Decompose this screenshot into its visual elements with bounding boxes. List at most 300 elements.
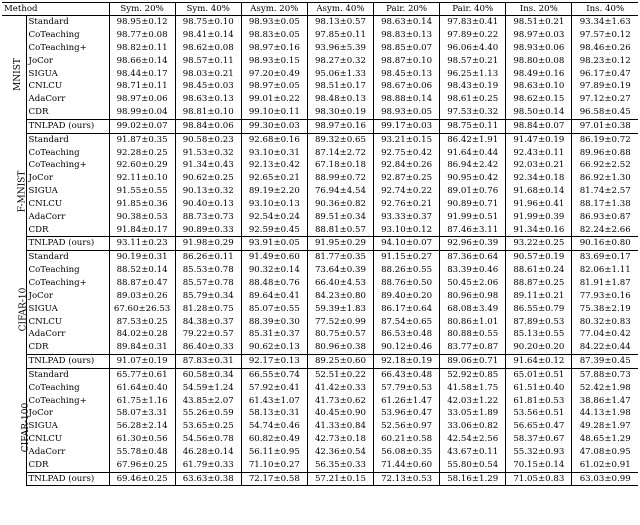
- header-ins-20: Ins. 20%: [506, 3, 572, 16]
- result-cell: 98.57±0.21: [440, 55, 506, 68]
- result-cell: 98.57±0.11: [175, 55, 241, 68]
- result-cell: 98.77±0.08: [109, 29, 175, 42]
- result-cell: 91.47±0.19: [506, 133, 572, 146]
- result-cell: 50.45±2.06: [440, 277, 506, 290]
- result-cell: 96.17±0.47: [579, 68, 631, 79]
- header-asym-40: Asym. 40%: [307, 3, 373, 16]
- result-cell: 66.55±0.74: [241, 368, 307, 381]
- result-cell: 81.28±0.75: [175, 303, 241, 316]
- result-cell: 92.68±0.16: [241, 133, 307, 146]
- result-cell: 89.11±0.21: [506, 290, 572, 303]
- result-cell: 41.73±0.62: [307, 394, 373, 407]
- table-row: [2, 211, 638, 224]
- result-cell: 98.83±0.13: [374, 29, 440, 42]
- result-cell: 91.34±0.43: [175, 159, 241, 172]
- result-cell: 80.88±0.55: [440, 328, 506, 341]
- result-cell: 66.92±2.52: [579, 160, 631, 171]
- result-cell: 92.54±0.24: [241, 211, 307, 224]
- result-cell: 90.16±0.80: [572, 237, 638, 251]
- result-cell: 86.40±0.33: [175, 341, 241, 354]
- header-pair-20: Pair. 20%: [374, 3, 440, 16]
- result-cell: 92.75±0.42: [374, 146, 440, 159]
- result-cell: 57.92±0.41: [241, 382, 307, 395]
- result-cell: 98.30±0.19: [307, 106, 373, 119]
- result-cell: 92.76±0.21: [374, 198, 440, 211]
- result-cell: 67.60±26.53: [109, 303, 175, 316]
- result-cell: 90.32±0.14: [241, 264, 307, 277]
- header-ins-40: Ins. 40%: [572, 3, 638, 16]
- result-cell: 99.30±0.03: [241, 119, 307, 133]
- method-name: JoCor: [26, 55, 109, 68]
- result-cell: 61.02±0.91: [579, 459, 631, 470]
- result-cell: 93.33±0.37: [374, 211, 440, 224]
- result-cell: 63.03±0.99: [572, 472, 638, 486]
- result-cell: 92.18±0.19: [374, 354, 440, 368]
- result-cell: 93.22±0.25: [506, 237, 572, 251]
- result-cell: 88.87±0.25: [506, 277, 572, 290]
- result-cell: 90.62±0.13: [241, 341, 307, 354]
- result-cell: 98.71±0.11: [109, 80, 175, 93]
- result-cell: 54.59±1.24: [175, 382, 241, 395]
- result-cell: 91.95±0.29: [307, 237, 373, 251]
- result-cell: 88.87±0.47: [109, 277, 175, 290]
- result-cell: 91.96±0.41: [506, 198, 572, 211]
- result-cell: 98.66±0.14: [109, 55, 175, 68]
- result-cell: 41.42±0.33: [307, 382, 373, 395]
- result-cell: 93.96±5.39: [307, 42, 373, 55]
- method-name: CDR: [26, 106, 109, 119]
- results-table: [2, 2, 638, 486]
- result-cell: 88.76±0.50: [374, 277, 440, 290]
- result-cell: 98.97±0.16: [307, 119, 373, 133]
- result-cell: 57.88±0.73: [579, 369, 631, 380]
- table-row: [2, 407, 638, 420]
- table-header: [2, 3, 638, 16]
- table-row: [2, 146, 638, 159]
- method-name: CDR: [26, 459, 109, 472]
- result-cell: 98.46±0.26: [579, 42, 631, 53]
- result-cell: 88.61±0.24: [506, 264, 572, 277]
- result-cell: 91.53±0.32: [175, 146, 241, 159]
- table-body: [2, 16, 638, 486]
- result-cell: 53.65±0.25: [175, 420, 241, 433]
- table-row: [2, 368, 638, 381]
- result-cell: 61.30±0.56: [109, 433, 175, 446]
- result-cell: 52.51±0.22: [307, 368, 373, 381]
- header-sym-40: Sym. 40%: [175, 3, 241, 16]
- result-cell: 90.95±0.42: [440, 172, 506, 185]
- result-cell: 80.86±1.01: [440, 315, 506, 328]
- result-cell: 91.99±0.51: [440, 211, 506, 224]
- result-cell: 58.07±3.31: [109, 407, 175, 420]
- result-cell: 65.77±0.61: [109, 368, 175, 381]
- header-pair-40: Pair. 40%: [440, 3, 506, 16]
- result-cell: 89.64±0.41: [241, 290, 307, 303]
- result-cell: 56.28±2.14: [109, 420, 175, 433]
- result-cell: 84.22±0.44: [579, 342, 631, 353]
- result-cell: 98.87±0.10: [374, 55, 440, 68]
- result-cell: 89.01±0.76: [440, 185, 506, 198]
- result-cell: 91.49±0.60: [241, 251, 307, 264]
- result-cell: 55.80±0.54: [440, 459, 506, 472]
- result-cell: 77.04±0.42: [579, 329, 631, 340]
- result-cell: 61.81±0.53: [506, 394, 572, 407]
- result-cell: 88.81±0.57: [307, 224, 373, 237]
- result-cell: 98.63±0.13: [175, 93, 241, 106]
- result-cell: 77.93±0.16: [579, 290, 631, 301]
- result-cell: 85.57±0.78: [175, 277, 241, 290]
- table-row: [2, 172, 638, 185]
- result-cell: 38.86±1.47: [579, 395, 631, 406]
- table-row: [2, 67, 638, 80]
- result-cell: 92.74±0.22: [374, 185, 440, 198]
- result-cell: 91.64±0.12: [506, 354, 572, 368]
- table-row: [2, 198, 638, 211]
- method-name: CDR: [26, 341, 109, 354]
- result-cell: 98.97±0.16: [241, 42, 307, 55]
- result-cell: 98.84±0.07: [506, 119, 572, 133]
- result-cell: 96.58±0.45: [579, 107, 631, 118]
- result-cell: 90.19±0.31: [109, 251, 175, 264]
- table-row: [2, 224, 638, 237]
- result-cell: 98.95±0.12: [109, 16, 175, 29]
- table-row: [2, 159, 638, 172]
- result-cell: 86.53±0.48: [374, 328, 440, 341]
- result-cell: 55.26±0.59: [175, 407, 241, 420]
- result-cell: 80.96±0.38: [307, 341, 373, 354]
- table-row: [2, 16, 638, 29]
- result-cell: 69.46±0.25: [109, 472, 175, 486]
- result-cell: 75.38±2.19: [579, 303, 631, 314]
- result-cell: 47.08±0.95: [579, 446, 631, 457]
- table-row: [2, 55, 638, 68]
- method-name: CoTeaching+: [26, 159, 109, 172]
- result-cell: 85.13±0.55: [506, 328, 572, 341]
- result-cell: 55.78±0.48: [109, 446, 175, 459]
- result-cell: 83.77±0.87: [440, 341, 506, 354]
- result-cell: 83.39±0.46: [440, 264, 506, 277]
- result-cell: 98.45±0.03: [175, 80, 241, 93]
- result-cell: 79.22±0.57: [175, 328, 241, 341]
- result-cell: 98.62±0.15: [506, 93, 572, 106]
- result-cell: 88.52±0.14: [109, 264, 175, 277]
- result-cell: 82.06±1.11: [579, 265, 631, 276]
- result-cell: 98.93±0.15: [241, 55, 307, 68]
- result-cell: 71.44±0.60: [374, 459, 440, 472]
- method-name: CNLCU: [26, 198, 109, 211]
- result-cell: 90.40±0.13: [175, 198, 241, 211]
- result-cell: 91.34±0.16: [506, 224, 572, 237]
- result-cell: 89.25±0.60: [307, 354, 373, 368]
- result-cell: 88.17±1.38: [579, 198, 631, 209]
- result-cell: 80.96±0.98: [440, 290, 506, 303]
- header-asym-20: Asym. 20%: [241, 3, 307, 16]
- result-cell: 87.54±0.65: [374, 315, 440, 328]
- result-cell: 52.92±0.85: [440, 368, 506, 381]
- result-cell: 94.10±0.07: [374, 237, 440, 251]
- result-cell: 61.43±1.07: [241, 394, 307, 407]
- result-cell: 49.28±1.97: [579, 421, 631, 432]
- result-cell: 97.01±0.38: [572, 119, 638, 133]
- result-cell: 98.63±0.14: [374, 16, 440, 29]
- result-cell: 33.05±1.89: [440, 407, 506, 420]
- method-name: CoTeaching+: [26, 394, 109, 407]
- result-cell: 90.89±0.71: [440, 198, 506, 211]
- result-cell: 99.10±0.11: [241, 106, 307, 119]
- section-label: MNIST: [12, 58, 23, 91]
- table-row: [2, 459, 638, 472]
- result-cell: 92.13±0.42: [241, 159, 307, 172]
- result-cell: 80.75±0.57: [307, 328, 373, 341]
- result-cell: 40.45±0.90: [307, 407, 373, 420]
- method-name: AdaCorr: [26, 446, 109, 459]
- result-cell: 83.69±0.17: [579, 252, 631, 263]
- method-name: CDR: [26, 224, 109, 237]
- method-name: SIGUA: [26, 303, 109, 316]
- result-cell: 98.85±0.07: [374, 42, 440, 55]
- result-cell: 42.03±1.22: [440, 394, 506, 407]
- section-label-cell: [2, 133, 26, 251]
- result-cell: 92.87±0.25: [374, 172, 440, 185]
- result-cell: 72.13±0.53: [374, 472, 440, 486]
- method-name: CoTeaching: [26, 382, 109, 395]
- result-cell: 86.19±0.72: [579, 134, 631, 145]
- result-cell: 91.84±0.17: [109, 224, 175, 237]
- result-cell: 59.39±1.83: [307, 303, 373, 316]
- result-cell: 98.63±0.10: [506, 80, 572, 93]
- result-cell: 58.37±0.67: [506, 433, 572, 446]
- result-cell: 96.25±1.13: [440, 67, 506, 80]
- result-cell: 54.56±0.78: [175, 433, 241, 446]
- result-cell: 89.19±2.20: [241, 185, 307, 198]
- table-row-ours: [2, 237, 638, 251]
- result-cell: 88.73±0.73: [175, 211, 241, 224]
- result-cell: 87.14±2.72: [307, 146, 373, 159]
- result-cell: 98.97±0.03: [506, 29, 572, 42]
- table-row: [2, 42, 638, 55]
- result-cell: 89.84±0.31: [109, 341, 175, 354]
- result-cell: 86.55±0.79: [506, 303, 572, 316]
- result-cell: 87.53±0.25: [109, 315, 175, 328]
- result-cell: 92.17±0.13: [241, 354, 307, 368]
- result-cell: 92.84±0.26: [374, 159, 440, 172]
- result-cell: 56.35±0.33: [307, 459, 373, 472]
- result-cell: 48.65±1.29: [579, 434, 631, 445]
- result-cell: 95.06±1.33: [307, 67, 373, 80]
- result-cell: 98.88±0.14: [374, 93, 440, 106]
- method-name: CNLCU: [26, 433, 109, 446]
- result-cell: 58.16±1.29: [440, 472, 506, 486]
- result-cell: 93.10±0.31: [241, 146, 307, 159]
- section-label-cell: [2, 251, 29, 369]
- section-label: CIFAR-10: [18, 287, 29, 332]
- method-name: Standard: [26, 16, 109, 29]
- result-cell: 98.03±0.21: [175, 67, 241, 80]
- result-cell: 92.11±0.10: [109, 172, 175, 185]
- method-name: Standard: [26, 133, 109, 146]
- result-cell: 98.81±0.10: [175, 106, 241, 119]
- result-cell: 91.99±0.39: [506, 211, 572, 224]
- result-cell: 98.97±0.06: [109, 93, 175, 106]
- result-cell: 53.56±0.51: [506, 407, 572, 420]
- result-cell: 60.82±0.49: [241, 433, 307, 446]
- method-name: CNLCU: [26, 80, 109, 93]
- result-cell: 81.74±2.57: [579, 186, 631, 197]
- result-cell: 93.91±0.05: [241, 237, 307, 251]
- result-cell: 66.40±4.53: [307, 277, 373, 290]
- result-cell: 96.06±4.40: [440, 42, 506, 55]
- result-cell: 97.85±0.11: [307, 29, 373, 42]
- table-row: [2, 433, 638, 446]
- result-cell: 53.96±0.47: [374, 407, 440, 420]
- method-name: SIGUA: [26, 420, 109, 433]
- result-cell: 52.56±0.97: [374, 420, 440, 433]
- method-name: SIGUA: [26, 67, 109, 80]
- result-cell: 87.83±0.31: [175, 354, 241, 368]
- result-cell: 87.46±3.11: [440, 224, 506, 237]
- result-cell: 81.77±0.35: [307, 251, 373, 264]
- result-cell: 89.96±0.88: [579, 147, 631, 158]
- result-cell: 98.75±0.10: [175, 16, 241, 29]
- result-cell: 91.55±0.55: [109, 185, 175, 198]
- result-cell: 90.57±0.19: [506, 251, 572, 264]
- result-cell: 98.41±0.14: [175, 29, 241, 42]
- result-cell: 99.02±0.07: [109, 119, 175, 133]
- result-cell: 92.43±0.11: [506, 146, 572, 159]
- result-cell: 85.31±0.37: [241, 328, 307, 341]
- result-cell: 85.79±0.34: [175, 290, 241, 303]
- result-cell: 91.07±0.19: [109, 354, 175, 368]
- section-label-cell: [2, 368, 32, 486]
- result-cell: 99.17±0.03: [374, 119, 440, 133]
- method-name: JoCor: [26, 407, 109, 420]
- result-cell: 88.48±0.76: [241, 277, 307, 290]
- result-cell: 42.73±0.18: [307, 433, 373, 446]
- result-cell: 90.12±0.46: [374, 341, 440, 354]
- result-cell: 88.39±0.30: [241, 315, 307, 328]
- result-cell: 98.83±0.05: [241, 29, 307, 42]
- result-cell: 71.10±0.27: [241, 459, 307, 472]
- result-cell: 91.98±0.29: [175, 237, 241, 251]
- result-cell: 98.45±0.13: [374, 67, 440, 80]
- table-row: [2, 341, 638, 354]
- result-cell: 84.23±0.80: [307, 290, 373, 303]
- table-row: [2, 290, 638, 303]
- result-cell: 97.12±0.27: [579, 94, 631, 105]
- result-cell: 67.18±0.18: [307, 159, 373, 172]
- result-cell: 98.13±0.57: [307, 16, 373, 29]
- result-cell: 68.08±3.49: [440, 303, 506, 316]
- result-cell: 98.97±0.05: [241, 80, 307, 93]
- result-cell: 90.13±0.32: [175, 185, 241, 198]
- method-name: AdaCorr: [26, 93, 109, 106]
- result-cell: 90.20±0.20: [506, 341, 572, 354]
- result-cell: 89.51±0.34: [307, 211, 373, 224]
- result-cell: 91.85±0.36: [109, 198, 175, 211]
- table-row: [2, 315, 638, 328]
- result-cell: 63.63±0.38: [175, 472, 241, 486]
- result-cell: 98.51±0.21: [506, 16, 572, 29]
- result-cell: 80.32±0.83: [579, 316, 631, 327]
- result-cell: 61.79±0.33: [175, 459, 241, 472]
- result-cell: 89.32±0.65: [307, 133, 373, 146]
- header-sym-20: Sym. 20%: [109, 3, 175, 16]
- method-name: CoTeaching: [26, 146, 109, 159]
- result-cell: 98.62±0.08: [175, 42, 241, 55]
- section-label-cell: [2, 16, 26, 134]
- result-cell: 98.93±0.05: [241, 16, 307, 29]
- result-cell: 98.75±0.11: [440, 119, 506, 133]
- method-name: SIGUA: [26, 185, 109, 198]
- method-name: TNLPAD (ours): [26, 354, 109, 368]
- result-cell: 98.49±0.16: [506, 67, 572, 80]
- result-cell: 58.13±0.31: [241, 407, 307, 420]
- result-cell: 98.51±0.17: [307, 80, 373, 93]
- table-row-ours: [2, 472, 638, 486]
- result-cell: 52.42±1.98: [579, 382, 631, 393]
- result-cell: 57.21±0.15: [307, 472, 373, 486]
- table-row: [2, 382, 638, 395]
- result-cell: 93.21±0.15: [374, 133, 440, 146]
- result-cell: 42.54±2.56: [440, 433, 506, 446]
- result-cell: 86.17±0.64: [374, 303, 440, 316]
- result-cell: 91.64±0.44: [440, 146, 506, 159]
- result-cell: 98.23±0.12: [579, 55, 631, 66]
- method-name: AdaCorr: [26, 328, 109, 341]
- result-cell: 93.11±0.23: [109, 237, 175, 251]
- result-cell: 91.87±0.35: [109, 133, 175, 146]
- result-cell: 70.15±0.14: [506, 459, 572, 472]
- result-cell: 60.21±0.58: [374, 433, 440, 446]
- method-name: CoTeaching+: [26, 277, 109, 290]
- result-cell: 91.15±0.27: [374, 251, 440, 264]
- result-cell: 90.89±0.33: [175, 224, 241, 237]
- result-cell: 89.40±0.20: [374, 290, 440, 303]
- result-cell: 93.10±0.12: [374, 224, 440, 237]
- table-row-ours: [2, 354, 638, 368]
- table-row: [2, 328, 638, 341]
- table-row: [2, 29, 638, 42]
- result-cell: 98.93±0.05: [374, 106, 440, 119]
- result-cell: 85.53±0.78: [175, 264, 241, 277]
- result-cell: 97.89±0.22: [440, 29, 506, 42]
- result-cell: 98.61±0.25: [440, 93, 506, 106]
- result-cell: 66.43±0.48: [374, 368, 440, 381]
- result-cell: 43.67±0.11: [440, 446, 506, 459]
- table-row: [2, 264, 638, 277]
- method-name: Standard: [26, 251, 109, 264]
- result-cell: 86.26±0.11: [175, 251, 241, 264]
- result-cell: 88.26±0.55: [374, 264, 440, 277]
- table-row: [2, 420, 638, 433]
- table-row: [2, 394, 638, 407]
- result-cell: 86.92±1.30: [579, 173, 631, 184]
- result-cell: 77.52±0.99: [307, 315, 373, 328]
- method-name: CoTeaching+: [26, 42, 109, 55]
- table-row: [2, 251, 638, 264]
- result-cell: 61.64±0.40: [109, 382, 175, 395]
- result-cell: 90.38±0.53: [109, 211, 175, 224]
- result-cell: 97.83±0.41: [440, 16, 506, 29]
- result-cell: 72.17±0.58: [241, 472, 307, 486]
- section-label: F-MNIST: [17, 171, 28, 213]
- result-cell: 98.50±0.14: [506, 106, 572, 119]
- result-cell: 87.39±0.45: [572, 354, 638, 368]
- result-cell: 44.13±1.98: [579, 408, 631, 419]
- result-cell: 86.42±1.91: [440, 133, 506, 146]
- result-cell: 92.34±0.18: [506, 172, 572, 185]
- result-cell: 82.24±2.66: [579, 224, 631, 235]
